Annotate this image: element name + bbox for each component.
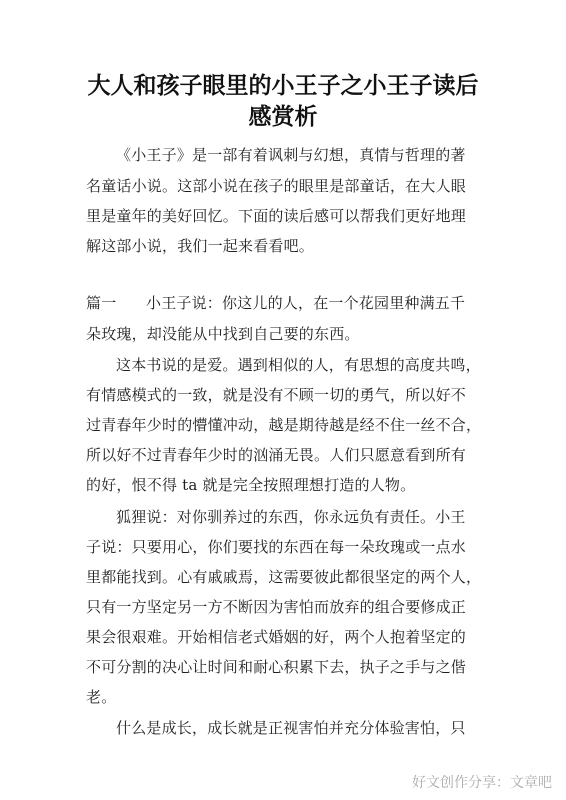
title-line: 大人和孩子眼里的小王子之小王子读后 [87, 72, 479, 99]
section-line: 朵玫瑰，却没能从中找到自己要的东西。 [86, 325, 360, 343]
paragraph-line: 不可分割的决心让时间和耐心积累下去，执子之手与之偕 [86, 658, 467, 676]
paragraph-line: 只有一方坚定另一方不断因为害怕而放弃的组合要修成正 [86, 598, 467, 616]
paragraph-line: 过青春年少时的懵懂冲动，越是期待越是经不住一丝不合， [86, 416, 482, 434]
section-label: 篇一 [86, 294, 117, 312]
document-title [60, 70, 506, 132]
paragraph-line: 所以好不过青春年少时的汹涌无畏。人们只愿意看到所有 [86, 446, 467, 464]
section-text: 小王子说：你这儿的人，在一个花园里种满五千 [146, 294, 466, 312]
intro-line: 里是童年的美好回忆。下面的读后感可以帮我们更好地理 [86, 207, 467, 225]
watermark-text: 好文创作分享：文章吧 [412, 775, 552, 791]
intro-line: 名童话小说。这部小说在孩子的眼里是部童话，在大人眼 [86, 177, 467, 195]
paragraph-line: 的好，恨不得 ta 就是完全按照理想打造的人物。 [86, 476, 416, 494]
paragraph-line: 有情感模式的一致，就是没有不顾一切的勇气，所以好不 [86, 386, 467, 404]
title-line: 感赏析 [248, 103, 318, 130]
paragraph-line: 老。 [86, 688, 117, 706]
paragraph-line: 子说：只要用心，你们要找的东西在每一朵玫瑰或一点水 [86, 538, 467, 556]
intro-line: 《小王子》是一部有着讽刺与幻想，真情与哲理的著 [116, 146, 466, 164]
paragraph-line: 狐狸说：对你驯养过的东西，你永远负有责任。小王 [116, 508, 466, 526]
section-line [86, 293, 465, 313]
paragraph-line: 里都能找到。心有戚戚焉，这需要彼此都很坚定的两个人， [86, 568, 482, 586]
paragraph-line: 什么是成长，成长就是正视害怕并充分体验害怕，只 [116, 719, 466, 737]
paragraph-line: 这本书说的是爱。遇到相似的人，有思想的高度共鸣， [116, 356, 481, 374]
paragraph-line: 果会很艰难。开始相信老式婚姻的好，两个人抱着坚定的 [86, 628, 467, 646]
intro-line: 解这部小说，我们一起来看看吧。 [86, 237, 315, 255]
